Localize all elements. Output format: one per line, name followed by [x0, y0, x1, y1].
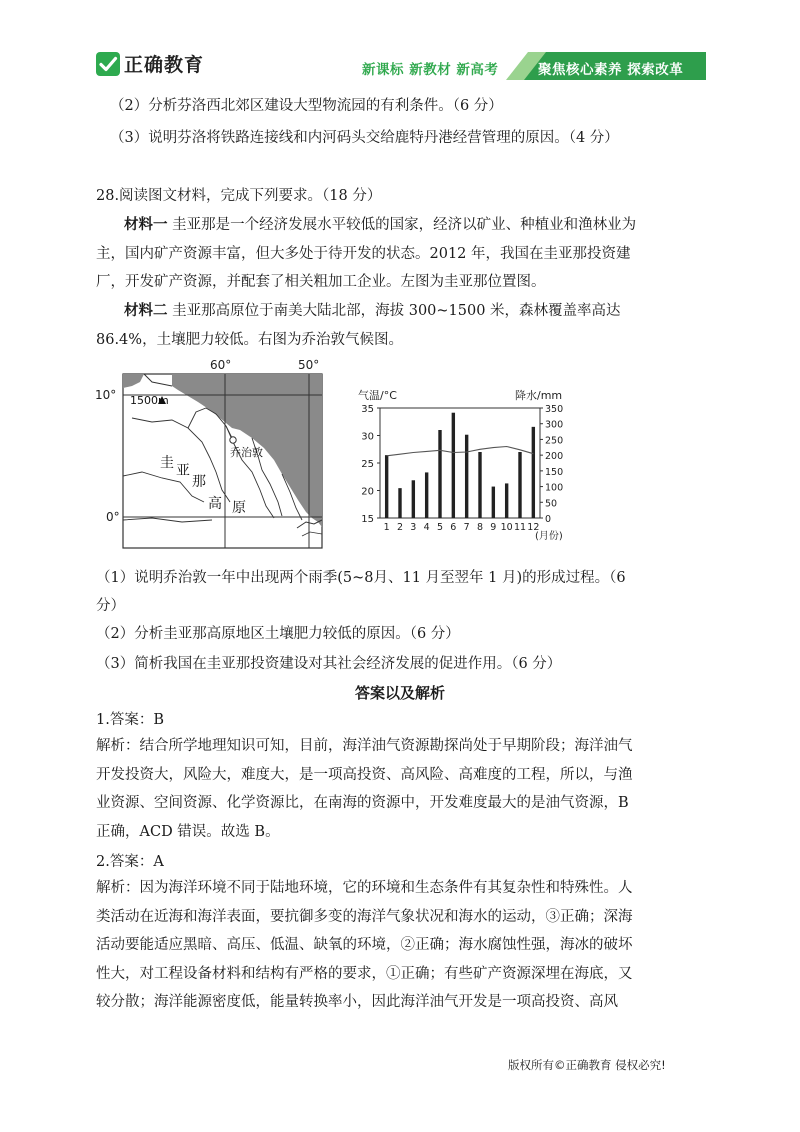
material-two-label: 材料二 — [124, 302, 168, 319]
right-tick-label: 200 — [545, 451, 564, 463]
left-tick-label: 35 — [361, 404, 374, 415]
explanation-2-line3: 活动要能适应黑暗、高压、低温、缺氧的环境，②正确；海水腐蚀性强，海冰的破坏 — [96, 937, 633, 953]
precip-bar — [438, 430, 441, 518]
month-label: 8 — [476, 522, 484, 533]
chart-frame — [380, 408, 540, 518]
month-label: 6 — [450, 522, 457, 533]
explanation-2-line4: 性大，对工程设备材料和结构有严格的要求，①正确；有些矿产资源深埋在海底，又 — [96, 965, 633, 982]
right-tick-label: 100 — [545, 482, 564, 494]
precip-bar — [532, 427, 535, 518]
q28-sub1-line1: （1）说明乔治敦一年中出现两个雨季(5~8月、11 月至翌年 1 月)的形成过程。（6 — [96, 570, 626, 586]
precip-bar — [385, 455, 388, 518]
material-two-line1: 材料二 圭亚那高原位于南美大陆北部，海拔 300~1500 米，森林覆盖率高达 — [124, 302, 621, 319]
precip-bar — [518, 452, 521, 518]
lat-0-label: 0° — [106, 510, 120, 524]
georgetown-climate-chart — [350, 380, 580, 545]
explanation-1 — [96, 732, 706, 846]
month-label: 12 — [527, 522, 540, 533]
precip-bar — [398, 488, 401, 518]
georgetown-marker — [230, 437, 236, 443]
month-label: 7 — [463, 522, 470, 533]
answer-1: 1.答案：B — [96, 712, 164, 728]
answer-2: 2.答案：A — [96, 854, 164, 870]
lon-60-label: 60° — [210, 358, 232, 372]
precip-bar — [505, 483, 508, 518]
precip-bar — [465, 435, 468, 518]
answers-heading: 答案以及解析 — [354, 684, 445, 702]
precip-bar — [425, 472, 428, 518]
precip-bar — [412, 480, 415, 518]
precip-bar — [492, 487, 495, 518]
explanation-1-line4: 正确，ACD 错误。故选 B。 — [96, 823, 280, 840]
material-two — [96, 297, 706, 354]
month-label: 9 — [490, 522, 497, 533]
explanation-2 — [96, 874, 706, 1017]
right-tick-label: 300 — [545, 419, 564, 431]
material-one-line3: 厂，开发矿产资源，并配套了相关粗加工企业。左图为圭亚那位置图。 — [96, 274, 546, 290]
material-two-line2: 86.4%，土壤肥力较低。右图为乔治敦气候图。 — [96, 331, 404, 348]
region-char-2: 亚 — [176, 463, 190, 479]
explanation-2-line2: 类活动在近海和海洋表面，要抗御多变的海洋气象状况和海水的运动，③正确；深海 — [96, 908, 633, 925]
temperature-line — [387, 447, 534, 456]
chart-xlabel: (月份) — [535, 531, 563, 542]
right-tick-label: 250 — [545, 435, 564, 447]
right-tick-label: 350 — [545, 404, 564, 415]
month-label: 4 — [423, 522, 430, 533]
precip-bar — [478, 452, 481, 518]
q28-sub3: （3）简析我国在圭亚那投资建设对其社会经济发展的促进作用。（6 分） — [96, 656, 562, 672]
copyright-footer: 版权所有©正确教育 侵权必究! — [508, 1058, 666, 1072]
q27-sub3: （3）说明芬洛将铁路连接线和内河码头交给鹿特丹港经营管理的原因。（4 分） — [110, 130, 619, 146]
explanation-2-line1: 解析：因为海洋环境不同于陆地环境，它的环境和生态条件有其复杂性和特殊性。人 — [96, 880, 633, 896]
month-label: 5 — [436, 522, 444, 533]
left-tick-label: 20 — [361, 486, 374, 498]
region-char-5: 原 — [232, 500, 246, 516]
month-label: 3 — [410, 522, 417, 533]
georgetown-label: 乔治敦 — [230, 446, 263, 459]
left-tick-label: 25 — [361, 459, 374, 470]
explanation-2-line5: 较分散；海洋能源密度低，能量转换率小，因此海洋油气开发是一项高投资、高风 — [96, 994, 618, 1010]
precip-bar — [452, 413, 455, 518]
month-label: 2 — [396, 522, 404, 533]
material-one-line1: 材料一 圭亚那是一个经济发展水平较低的国家，经济以矿业、种植业和渔林业为 — [124, 216, 637, 233]
left-tick-label: 30 — [361, 431, 374, 443]
q28-sub1-line2: 分） — [96, 598, 125, 614]
logo-check-icon — [96, 52, 120, 76]
left-tick-label: 15 — [361, 514, 374, 525]
explanation-1-line2: 开发投资大，风险大，难度大，是一项高投资、高风险、高难度的工程，所以，与渔 — [96, 766, 633, 783]
region-char-4: 高 — [208, 496, 222, 512]
explanation-1-line1: 解析：结合所学地理知识可知，目前，海洋油气资源勘探尚处于早期阶段；海洋油气 — [96, 738, 633, 754]
logo-text: 正确教育 — [124, 54, 205, 76]
q27-sub2: （2）分析芬洛西北郊区建设大型物流园的有利条件。（6 分） — [110, 98, 503, 114]
guyana-map — [92, 352, 332, 554]
month-label: 10 — [500, 522, 513, 533]
q28-intro: 28.阅读图文材料，完成下列要求。（18 分） — [96, 188, 382, 204]
material-one-label: 材料一 — [124, 216, 168, 233]
header-banner-text: 聚焦核心素养 探索改革 — [538, 62, 684, 78]
region-char-3: 那 — [192, 474, 206, 490]
lat-10-label: 10° — [95, 388, 117, 402]
header-slogan: 新课标 新教材 新高考 — [362, 62, 499, 78]
region-char-1: 圭 — [160, 455, 174, 471]
month-label: 1 — [383, 522, 390, 533]
chart-ylabel: 气温/°C — [358, 389, 397, 402]
material-one-line2: 主，国内矿产资源丰富，但大多处于待开发的状态。2012 年，我国在圭亚那投资建 — [96, 245, 631, 262]
material-one — [96, 211, 706, 297]
right-tick-label: 0 — [545, 514, 552, 525]
month-label: 11 — [513, 522, 527, 533]
chart-y2label: 降水/mm — [515, 389, 563, 402]
right-tick-label: 50 — [545, 498, 558, 510]
explanation-1-line3: 业资源、空间资源、化学资源比，在南海的资源中，开发难度最大的是油气资源，B — [96, 795, 629, 811]
lon-50-label: 50° — [298, 358, 320, 372]
q28-sub2: （2）分析圭亚那高原地区土壤肥力较低的原因。（6 分） — [96, 626, 460, 642]
peak-label: 1500m — [130, 394, 169, 407]
right-tick-label: 150 — [545, 466, 564, 478]
